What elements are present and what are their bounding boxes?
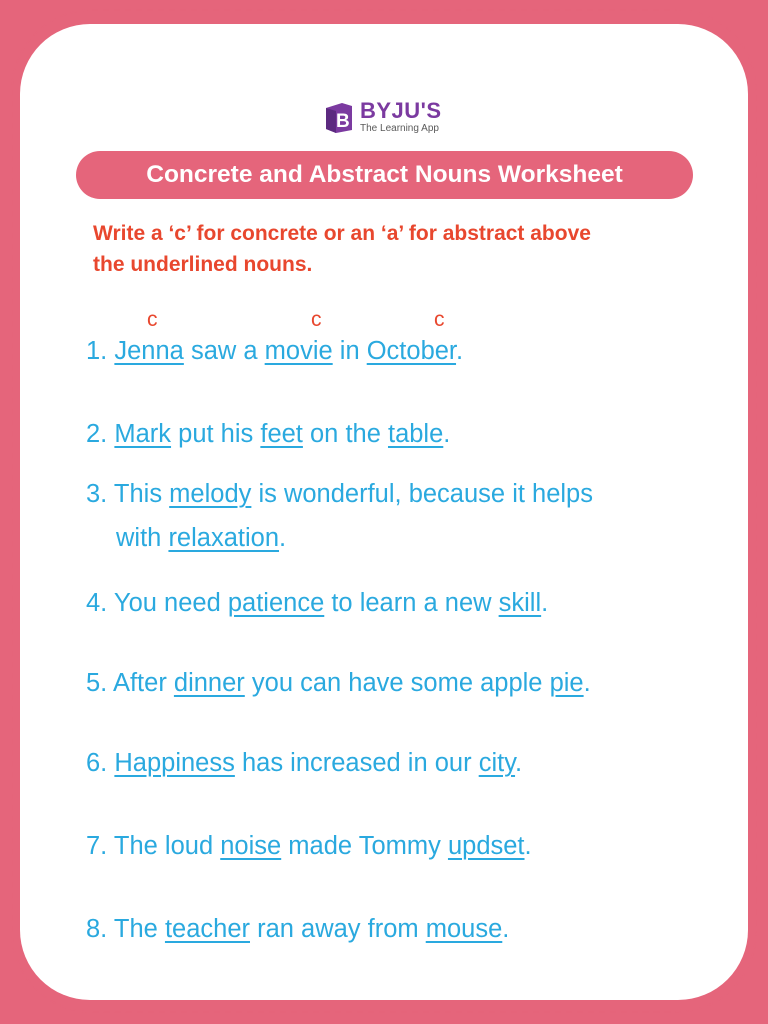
noun-noise: noise	[220, 832, 282, 860]
sentence-number: 6.	[86, 749, 108, 777]
noun-pie: pie	[549, 669, 584, 697]
sentence-text: .	[443, 420, 451, 448]
sentence-3-line-1	[86, 472, 593, 516]
answer-movie: c	[311, 308, 322, 331]
sentence-7	[86, 824, 532, 868]
instructions-line-1: Write a ‘c’ for concrete or an ‘a’ for abstract above	[93, 222, 591, 245]
sentence-text: .	[279, 524, 287, 552]
noun-melody: melody	[169, 480, 252, 508]
noun-patience: patience	[227, 589, 325, 617]
sentence-text: put his	[171, 420, 261, 448]
sentence-number: 2.	[86, 420, 108, 448]
sentence-text: you can have some apple	[244, 669, 550, 697]
sentence-number: 1.	[86, 337, 108, 365]
brand-tagline: The Learning App	[360, 123, 439, 134]
byjus-logo-icon	[322, 100, 356, 134]
sentence-text: ran away from	[250, 915, 426, 943]
sentence-number: 8.	[86, 915, 108, 943]
answer-jenna: c	[147, 308, 158, 331]
sentence-text: The loud	[107, 832, 221, 860]
sentence-number: 7.	[86, 832, 108, 860]
sentence-text: .	[515, 749, 523, 777]
sentence-1	[86, 329, 463, 373]
noun-relaxation: relaxation	[168, 524, 280, 552]
instructions	[93, 218, 693, 280]
noun-table: table	[387, 420, 444, 448]
sentence-text: made Tommy	[281, 832, 448, 860]
sentence-text: After	[107, 669, 174, 697]
noun-mouse: mouse	[425, 915, 503, 943]
sentence-text: in	[332, 337, 367, 365]
sentence-text: to learn a new	[324, 589, 499, 617]
sentence-number: 5.	[86, 669, 108, 697]
brand-name: BYJU'S	[360, 98, 442, 123]
noun-movie: movie	[264, 337, 333, 365]
noun-jenna: Jenna	[114, 337, 184, 365]
sentence-text: .	[524, 832, 532, 860]
sentence-text: You need	[107, 589, 228, 617]
noun-feet: feet	[260, 420, 303, 448]
logo-letter: B	[336, 111, 350, 132]
sentence-4	[86, 581, 548, 625]
sentence-3	[86, 472, 593, 560]
title-banner	[76, 151, 693, 199]
noun-city: city	[478, 749, 516, 777]
sentence-text: The	[107, 915, 165, 943]
sentence-text: .	[541, 589, 549, 617]
sentence-text: is wonderful, because it helps	[251, 480, 593, 508]
noun-october: October	[366, 337, 457, 365]
noun-skill: skill	[498, 589, 542, 617]
answer-october: c	[434, 308, 445, 331]
sentence-text: .	[502, 915, 510, 943]
sentence-text: .	[456, 337, 464, 365]
noun-teacher: teacher	[164, 915, 250, 943]
sentence-6	[86, 741, 522, 785]
sentence-text: on the	[302, 420, 388, 448]
brand-logo	[322, 97, 442, 137]
sentence-8	[86, 907, 509, 951]
noun-updset: updset	[447, 832, 525, 860]
noun-happiness: Happiness	[114, 749, 235, 777]
noun-mark: Mark	[114, 420, 172, 448]
sentence-2	[86, 412, 450, 456]
sentence-3-line-2	[86, 516, 593, 560]
sentence-text: with	[116, 524, 169, 552]
worksheet-title: Concrete and Abstract Nouns Worksheet	[146, 161, 623, 188]
sentence-text: .	[583, 669, 591, 697]
sentence-number: 3.	[86, 480, 108, 508]
noun-dinner: dinner	[173, 669, 245, 697]
sentence-text: saw a	[183, 337, 265, 365]
sentence-5	[86, 661, 591, 705]
instructions-line-2: the underlined nouns.	[93, 253, 313, 276]
sentence-number: 4.	[86, 589, 108, 617]
sentence-text: has increased in our	[234, 749, 479, 777]
sentence-text: This	[107, 480, 170, 508]
